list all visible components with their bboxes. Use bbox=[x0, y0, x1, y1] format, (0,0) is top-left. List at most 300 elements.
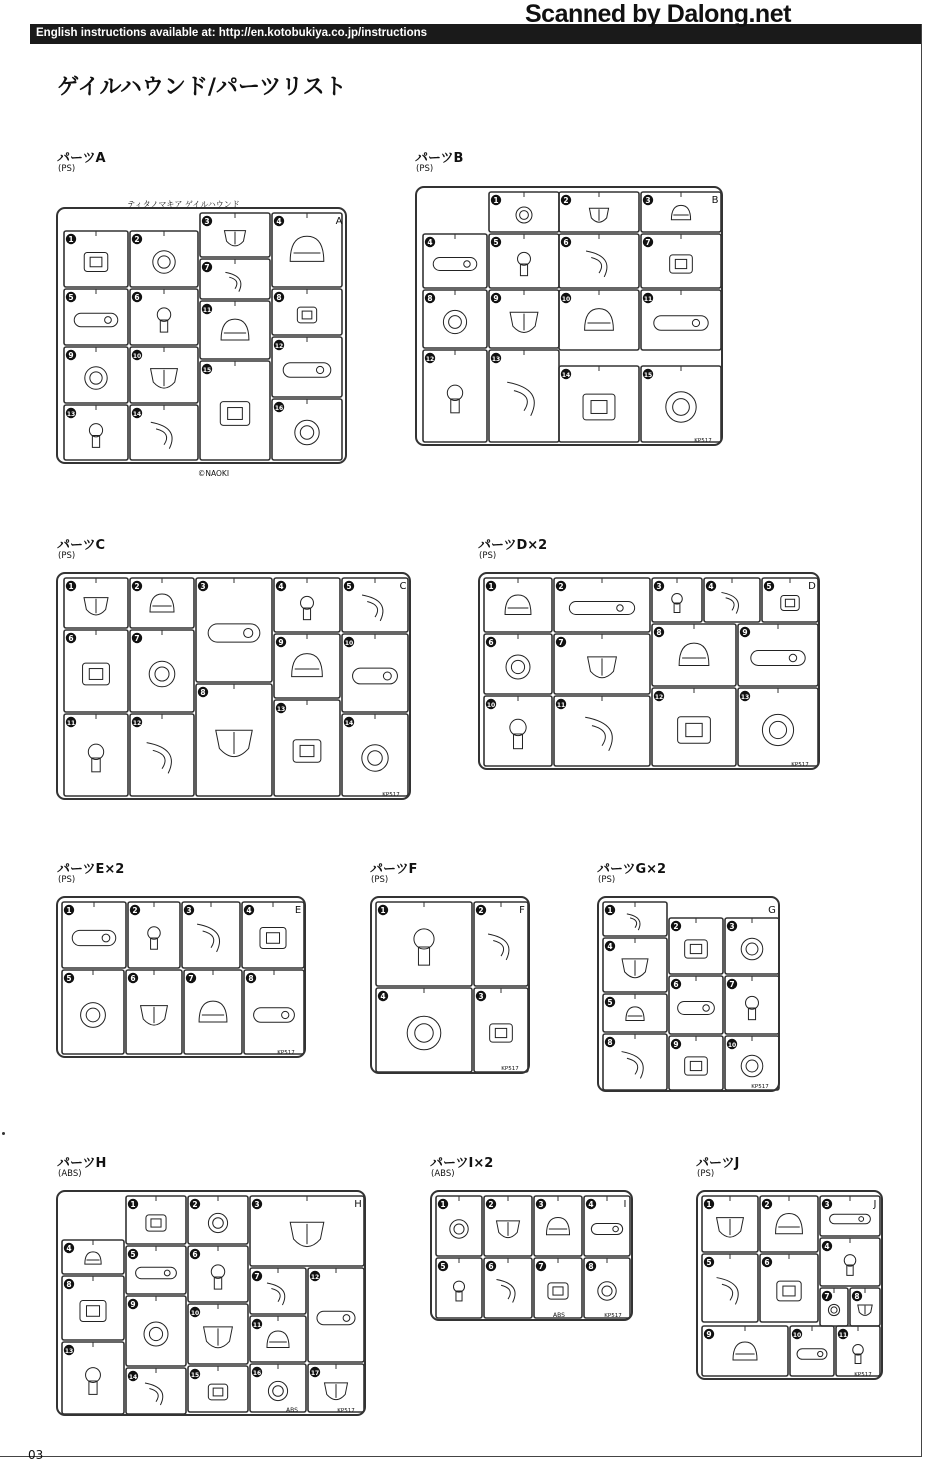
part-number-badge bbox=[190, 1249, 200, 1259]
runner-i-material: (ABS) bbox=[431, 1169, 455, 1179]
svg-text:1: 1 bbox=[380, 906, 386, 915]
runner-a-letter-tag bbox=[336, 216, 343, 227]
part-number-badge bbox=[561, 237, 571, 247]
runner-h-part-10 bbox=[188, 1304, 248, 1364]
svg-text:11: 11 bbox=[252, 1322, 262, 1329]
runner-b-sprue bbox=[415, 186, 723, 446]
runner-i-part-8 bbox=[584, 1258, 630, 1318]
part-number-badge bbox=[605, 997, 615, 1007]
part-number-badge bbox=[586, 1261, 596, 1271]
svg-text:1: 1 bbox=[440, 1200, 446, 1209]
runner-a-part-2 bbox=[130, 231, 198, 287]
svg-text:6: 6 bbox=[68, 634, 74, 643]
runner-j-drawing bbox=[698, 1192, 885, 1382]
runner-c-part-14 bbox=[342, 714, 408, 796]
runner-e-part-1 bbox=[62, 902, 126, 968]
svg-text:E: E bbox=[294, 905, 302, 916]
part-number-badge bbox=[64, 1243, 74, 1253]
part-number-badge bbox=[66, 292, 76, 302]
part-number-badge bbox=[654, 627, 664, 637]
part-number-badge bbox=[704, 1257, 714, 1267]
part-number-badge bbox=[132, 292, 142, 302]
part-number-badge bbox=[671, 1039, 681, 1049]
runner-g-part-9 bbox=[669, 1036, 723, 1090]
runner-d-part-4 bbox=[704, 578, 760, 622]
runner-a-label: パーツA bbox=[57, 151, 106, 166]
svg-text:2: 2 bbox=[192, 1200, 198, 1209]
svg-text:9: 9 bbox=[673, 1040, 679, 1049]
runner-d-part-7 bbox=[554, 634, 650, 694]
part-number-badge bbox=[486, 1199, 496, 1209]
svg-text:8: 8 bbox=[200, 688, 206, 697]
runner-j-part-5 bbox=[702, 1254, 758, 1322]
svg-text:15: 15 bbox=[202, 367, 212, 374]
runner-d-part-13 bbox=[738, 688, 818, 766]
svg-text:5: 5 bbox=[607, 998, 613, 1007]
svg-text:13: 13 bbox=[491, 356, 501, 363]
part-number-badge bbox=[704, 1199, 714, 1209]
runner-e-code: KP517 bbox=[277, 1050, 295, 1056]
runner-e-part-3 bbox=[182, 902, 240, 968]
svg-text:5: 5 bbox=[68, 293, 74, 302]
svg-text:10: 10 bbox=[561, 296, 571, 303]
svg-text:9: 9 bbox=[130, 1300, 136, 1309]
runner-f-label: パーツF bbox=[370, 862, 418, 877]
runner-a-name-tag: ティタノマキア ゲイルハウンド bbox=[127, 200, 240, 209]
runner-b-part-10 bbox=[559, 290, 639, 350]
runner-h-material: (ABS) bbox=[58, 1169, 82, 1179]
part-number-badge bbox=[132, 633, 142, 643]
svg-text:10: 10 bbox=[727, 1042, 737, 1049]
runner-b-part-4 bbox=[423, 234, 487, 288]
runner-j-part-10 bbox=[790, 1326, 834, 1376]
english-instructions-notice: English instructions available at: http://en.kotobukiya.co.jp/instructions bbox=[36, 27, 428, 39]
runner-b-part-1 bbox=[489, 192, 559, 232]
runner-h-part-7 bbox=[250, 1268, 306, 1314]
svg-text:16: 16 bbox=[252, 1370, 262, 1377]
part-number-badge bbox=[66, 350, 76, 360]
part-number-badge bbox=[727, 979, 737, 989]
runner-h-part-12 bbox=[308, 1268, 364, 1362]
runner-c-part-13 bbox=[274, 700, 340, 796]
part-number-badge bbox=[643, 237, 653, 247]
part-number-badge bbox=[202, 304, 212, 314]
runner-i-code: KP517 bbox=[604, 1313, 622, 1319]
part-number-badge bbox=[491, 353, 501, 363]
runner-c-sprue bbox=[56, 572, 411, 800]
runner-a-part-14 bbox=[130, 405, 198, 460]
runner-j-code: KP517 bbox=[854, 1372, 872, 1378]
svg-text:1: 1 bbox=[493, 196, 499, 205]
runner-g-part-4 bbox=[603, 938, 667, 992]
runner-e-label: パーツE×2 bbox=[57, 862, 125, 877]
part-number-badge bbox=[128, 1299, 138, 1309]
svg-text:10: 10 bbox=[344, 640, 354, 647]
runner-d-part-12 bbox=[652, 688, 736, 766]
runner-b-part-13 bbox=[489, 350, 559, 442]
runner-b-part-12 bbox=[423, 350, 487, 442]
runner-c-drawing bbox=[58, 574, 413, 802]
runner-h-part-4 bbox=[62, 1240, 124, 1274]
svg-text:10: 10 bbox=[792, 1332, 802, 1339]
runner-d-material: (PS) bbox=[479, 551, 497, 561]
runner-g-letter-tag bbox=[768, 905, 776, 916]
part-number-badge bbox=[706, 581, 716, 591]
svg-text:2: 2 bbox=[764, 1200, 770, 1209]
svg-text:B: B bbox=[711, 195, 719, 206]
runner-a-part-16 bbox=[272, 399, 342, 460]
svg-text:5: 5 bbox=[440, 1262, 446, 1271]
runner-c-label: パーツC bbox=[57, 538, 106, 553]
runner-h-part-9 bbox=[126, 1296, 186, 1366]
part-number-badge bbox=[792, 1329, 802, 1339]
svg-text:7: 7 bbox=[254, 1272, 260, 1281]
runner-a-copyright: ©NAOKI bbox=[197, 469, 230, 478]
svg-text:11: 11 bbox=[556, 702, 566, 709]
runner-d-part-11 bbox=[554, 696, 650, 766]
part-number-badge bbox=[344, 581, 354, 591]
part-number-badge bbox=[378, 991, 388, 1001]
svg-text:9: 9 bbox=[706, 1330, 712, 1339]
svg-text:6: 6 bbox=[673, 980, 679, 989]
svg-text:6: 6 bbox=[488, 1262, 494, 1271]
runner-b-part-7 bbox=[641, 234, 721, 288]
svg-text:3: 3 bbox=[186, 906, 192, 915]
runner-h-part-1 bbox=[126, 1196, 186, 1244]
scan-credit: Scanned by Dalong.net bbox=[525, 0, 791, 28]
runner-f-drawing bbox=[372, 898, 532, 1076]
part-number-badge bbox=[476, 905, 486, 915]
svg-text:14: 14 bbox=[561, 372, 571, 379]
svg-text:7: 7 bbox=[134, 634, 140, 643]
svg-text:4: 4 bbox=[607, 942, 613, 951]
part-number-badge bbox=[244, 905, 254, 915]
runner-a-part-4 bbox=[272, 213, 342, 287]
runner-g-part-1 bbox=[603, 902, 667, 936]
part-number-badge bbox=[727, 1039, 737, 1049]
runner-g-part-10 bbox=[725, 1036, 779, 1090]
svg-text:11: 11 bbox=[838, 1332, 848, 1339]
svg-text:9: 9 bbox=[742, 628, 748, 637]
part-number-badge bbox=[64, 973, 74, 983]
runner-h-part-17 bbox=[308, 1364, 364, 1412]
part-number-badge bbox=[252, 1367, 262, 1377]
part-number-badge bbox=[476, 991, 486, 1001]
runner-b-part-14 bbox=[559, 366, 639, 442]
svg-text:7: 7 bbox=[558, 638, 564, 647]
svg-text:1: 1 bbox=[706, 1200, 712, 1209]
svg-text:4: 4 bbox=[708, 582, 714, 591]
svg-text:3: 3 bbox=[254, 1200, 260, 1209]
svg-text:1: 1 bbox=[488, 582, 494, 591]
runner-i-part-5 bbox=[436, 1258, 482, 1318]
part-number-badge bbox=[654, 691, 664, 701]
part-number-badge bbox=[740, 691, 750, 701]
svg-text:H: H bbox=[354, 1199, 362, 1210]
svg-text:4: 4 bbox=[66, 1244, 72, 1253]
runner-h-part-6 bbox=[188, 1246, 248, 1302]
runner-a-part-3 bbox=[200, 213, 270, 257]
svg-text:13: 13 bbox=[66, 411, 76, 418]
svg-text:5: 5 bbox=[130, 1250, 136, 1259]
page-frame-bottom bbox=[0, 1456, 922, 1457]
svg-text:2: 2 bbox=[673, 922, 679, 931]
runner-d-part-8 bbox=[652, 624, 736, 686]
part-number-badge bbox=[704, 1329, 714, 1339]
runner-e-sprue bbox=[56, 896, 306, 1058]
part-number-badge bbox=[822, 1199, 832, 1209]
runner-c-part-7 bbox=[130, 630, 194, 712]
part-number-badge bbox=[66, 581, 76, 591]
runner-a-material: (PS) bbox=[58, 164, 76, 174]
part-number-badge bbox=[486, 581, 496, 591]
part-number-badge bbox=[198, 581, 208, 591]
runner-c-part-1 bbox=[64, 578, 128, 628]
part-number-badge bbox=[274, 340, 284, 350]
runner-j-label: パーツJ bbox=[696, 1156, 740, 1171]
runner-a-part-11 bbox=[200, 301, 270, 359]
runner-j-sprue bbox=[696, 1190, 883, 1380]
runner-h-part-2 bbox=[188, 1196, 248, 1244]
runner-j-part-9 bbox=[702, 1326, 788, 1376]
part-number-badge bbox=[64, 1279, 74, 1289]
runner-h-part-16 bbox=[250, 1364, 306, 1412]
svg-text:3: 3 bbox=[538, 1200, 544, 1209]
svg-text:7: 7 bbox=[824, 1292, 830, 1301]
svg-text:8: 8 bbox=[248, 974, 254, 983]
runner-a-part-6 bbox=[130, 289, 198, 345]
runner-a-part-10 bbox=[130, 347, 198, 403]
runner-e-letter-tag bbox=[295, 905, 301, 916]
svg-text:2: 2 bbox=[134, 235, 140, 244]
runner-c-part-4 bbox=[274, 578, 340, 632]
runner-j-letter-tag bbox=[873, 1199, 877, 1210]
svg-text:7: 7 bbox=[204, 263, 210, 272]
runner-i-letter-tag bbox=[624, 1199, 627, 1210]
runner-a-part-7 bbox=[200, 259, 270, 299]
part-number-badge bbox=[486, 1261, 496, 1271]
svg-text:6: 6 bbox=[488, 638, 494, 647]
part-number-badge bbox=[128, 1249, 138, 1259]
svg-text:4: 4 bbox=[427, 238, 433, 247]
runner-c-part-6 bbox=[64, 630, 128, 712]
runner-e-drawing bbox=[58, 898, 308, 1060]
part-number-badge bbox=[536, 1261, 546, 1271]
part-number-badge bbox=[274, 292, 284, 302]
svg-text:14: 14 bbox=[128, 1374, 138, 1381]
runner-f-part-1 bbox=[376, 902, 472, 986]
runner-b-drawing bbox=[417, 188, 725, 448]
part-number-badge bbox=[491, 293, 501, 303]
svg-text:14: 14 bbox=[344, 720, 354, 727]
svg-text:7: 7 bbox=[188, 974, 194, 983]
page-number: 03 bbox=[28, 1448, 44, 1462]
runner-d-letter-tag bbox=[808, 581, 816, 592]
part-number-badge bbox=[202, 364, 212, 374]
part-number-badge bbox=[486, 699, 496, 709]
runner-h-sprue bbox=[56, 1190, 366, 1416]
svg-text:10: 10 bbox=[132, 353, 142, 360]
part-number-badge bbox=[344, 637, 354, 647]
part-number-badge bbox=[425, 293, 435, 303]
part-number-badge bbox=[605, 905, 615, 915]
part-number-badge bbox=[671, 921, 681, 931]
part-number-badge bbox=[128, 1199, 138, 1209]
part-number-badge bbox=[438, 1199, 448, 1209]
svg-text:8: 8 bbox=[66, 1280, 72, 1289]
part-number-badge bbox=[643, 369, 653, 379]
runner-i-part-7 bbox=[534, 1258, 582, 1318]
runner-h-abs-mark: ABS bbox=[286, 1407, 298, 1414]
part-number-badge bbox=[536, 1199, 546, 1209]
runner-h-part-8 bbox=[62, 1276, 124, 1340]
svg-text:I: I bbox=[623, 1199, 627, 1210]
runner-a-sprue bbox=[56, 200, 347, 478]
runner-g-code: KP517 bbox=[751, 1084, 769, 1090]
svg-text:4: 4 bbox=[278, 582, 284, 591]
part-number-badge bbox=[605, 1037, 615, 1047]
svg-text:4: 4 bbox=[824, 1242, 830, 1251]
part-number-badge bbox=[66, 717, 76, 727]
svg-text:8: 8 bbox=[656, 628, 662, 637]
runner-b-part-11 bbox=[641, 290, 721, 350]
svg-text:8: 8 bbox=[607, 1038, 613, 1047]
runner-g-part-8 bbox=[603, 1034, 667, 1090]
runner-a-part-5 bbox=[64, 289, 128, 345]
svg-text:4: 4 bbox=[276, 217, 282, 226]
runner-h-part-15 bbox=[188, 1366, 248, 1412]
part-number-badge bbox=[762, 1257, 772, 1267]
runner-d-part-10 bbox=[484, 696, 552, 766]
runner-j-part-8 bbox=[850, 1288, 880, 1326]
svg-text:6: 6 bbox=[134, 293, 140, 302]
part-number-badge bbox=[132, 408, 142, 418]
runner-j-part-7 bbox=[820, 1288, 848, 1326]
svg-text:1: 1 bbox=[607, 906, 613, 915]
part-number-badge bbox=[190, 1369, 200, 1379]
runner-j-part-1 bbox=[702, 1196, 758, 1252]
svg-text:12: 12 bbox=[425, 356, 435, 363]
runner-e-material: (PS) bbox=[58, 875, 76, 885]
part-number-badge bbox=[764, 581, 774, 591]
svg-text:3: 3 bbox=[200, 582, 206, 591]
part-number-badge bbox=[274, 216, 284, 226]
runner-e-part-8 bbox=[244, 970, 304, 1054]
runner-g-part-5 bbox=[603, 994, 667, 1032]
svg-text:2: 2 bbox=[563, 196, 569, 205]
part-number-badge bbox=[378, 905, 388, 915]
page-frame-right bbox=[921, 24, 922, 1456]
runner-c-part-8 bbox=[196, 684, 272, 796]
runner-b-part-6 bbox=[559, 234, 639, 288]
runner-a-part-13 bbox=[64, 405, 128, 460]
svg-text:5: 5 bbox=[493, 238, 499, 247]
part-number-badge bbox=[252, 1319, 262, 1329]
runner-j-part-6 bbox=[760, 1254, 818, 1322]
svg-text:3: 3 bbox=[729, 922, 735, 931]
runner-d-part-2 bbox=[554, 578, 650, 632]
runner-a-drawing bbox=[58, 200, 349, 478]
runner-e-part-7 bbox=[184, 970, 242, 1054]
part-number-badge bbox=[561, 195, 571, 205]
runner-h-part-5 bbox=[126, 1246, 186, 1294]
runner-d-drawing bbox=[480, 574, 822, 772]
runner-i-abs-mark: ABS bbox=[553, 1312, 565, 1319]
runner-f-material: (PS) bbox=[371, 875, 389, 885]
runner-j-part-4 bbox=[820, 1238, 880, 1286]
svg-text:5: 5 bbox=[346, 582, 352, 591]
part-number-badge bbox=[561, 293, 571, 303]
part-number-badge bbox=[274, 402, 284, 412]
page-title: ゲイルハウンド/パーツリスト bbox=[57, 75, 347, 100]
part-number-badge bbox=[276, 637, 286, 647]
part-number-badge bbox=[252, 1199, 262, 1209]
part-number-badge bbox=[128, 973, 138, 983]
runner-i-part-1 bbox=[436, 1196, 482, 1256]
part-number-badge bbox=[310, 1271, 320, 1281]
runner-j-part-11 bbox=[836, 1326, 880, 1376]
svg-text:5: 5 bbox=[706, 1258, 712, 1267]
svg-text:4: 4 bbox=[380, 992, 386, 1001]
runner-b-part-9 bbox=[489, 290, 559, 348]
svg-text:8: 8 bbox=[588, 1262, 594, 1271]
svg-text:3: 3 bbox=[204, 217, 210, 226]
svg-text:9: 9 bbox=[278, 638, 284, 647]
runner-c-part-2 bbox=[130, 578, 194, 628]
svg-text:9: 9 bbox=[68, 351, 74, 360]
svg-text:2: 2 bbox=[478, 906, 484, 915]
part-number-badge bbox=[252, 1271, 262, 1281]
runner-h-letter-tag bbox=[354, 1199, 362, 1210]
svg-text:15: 15 bbox=[643, 372, 653, 379]
svg-text:4: 4 bbox=[246, 906, 252, 915]
svg-text:A: A bbox=[335, 216, 343, 227]
runner-i-sprue bbox=[430, 1190, 633, 1321]
runner-a-part-9 bbox=[64, 347, 128, 403]
part-number-badge bbox=[132, 717, 142, 727]
svg-text:12: 12 bbox=[654, 694, 664, 701]
svg-text:3: 3 bbox=[656, 582, 662, 591]
runner-c-part-12 bbox=[130, 714, 194, 796]
part-number-badge bbox=[586, 1199, 596, 1209]
svg-text:6: 6 bbox=[130, 974, 136, 983]
part-number-badge bbox=[190, 1307, 200, 1317]
runner-c-code: KP517 bbox=[382, 792, 400, 798]
runner-f-part-3 bbox=[474, 988, 528, 1072]
part-number-badge bbox=[491, 237, 501, 247]
runner-b-part-2 bbox=[559, 192, 639, 232]
runner-d-code: KP517 bbox=[791, 762, 809, 768]
runner-i-part-3 bbox=[534, 1196, 582, 1256]
runner-c-part-5 bbox=[342, 578, 408, 632]
runner-h-part-13 bbox=[62, 1342, 124, 1414]
part-number-badge bbox=[822, 1241, 832, 1251]
runner-a-part-12 bbox=[272, 337, 342, 397]
svg-text:12: 12 bbox=[274, 343, 284, 350]
part-number-badge bbox=[671, 979, 681, 989]
part-number-badge bbox=[310, 1367, 320, 1377]
svg-text:6: 6 bbox=[764, 1258, 770, 1267]
svg-text:11: 11 bbox=[66, 720, 76, 727]
part-number-badge bbox=[605, 941, 615, 951]
part-number-badge bbox=[740, 627, 750, 637]
svg-text:10: 10 bbox=[486, 702, 496, 709]
runner-c-letter-tag bbox=[400, 581, 407, 592]
svg-text:5: 5 bbox=[766, 582, 772, 591]
runner-i-part-2 bbox=[484, 1196, 532, 1256]
svg-text:13: 13 bbox=[740, 694, 750, 701]
runner-e-part-5 bbox=[62, 970, 124, 1054]
